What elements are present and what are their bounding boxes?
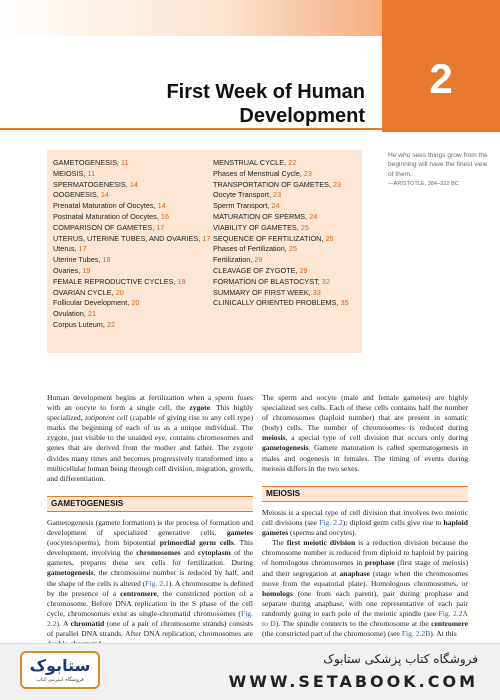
meiosis-paragraph-1: Meiosis is a special type of cell division that involves two meiotic cell divisions (see Fig. 2.2); diploid germ cells give rise to haploid gametes (sperms and oocytes). bbox=[262, 508, 468, 538]
outline-item-label: Sperm Transport, bbox=[213, 201, 272, 211]
outline-item-page: 24 bbox=[309, 211, 318, 221]
outline-item-label: Phases of Menstrual Cycle, bbox=[213, 168, 304, 178]
outline-item[interactable] bbox=[213, 169, 363, 180]
outline-item-page: 11 bbox=[87, 168, 96, 178]
outline-item-page: 14 bbox=[129, 179, 138, 189]
outline-item-label: MATURATION OF SPERMS, bbox=[213, 211, 310, 221]
outline-item-label: Uterine Tubes, bbox=[53, 255, 103, 265]
outline-item-label: CLINICALLY ORIENTED PROBLEMS, bbox=[213, 298, 341, 308]
outline-item[interactable] bbox=[213, 277, 363, 288]
outline-item-page: 25 bbox=[288, 244, 297, 254]
outline-item-page: 23 bbox=[273, 190, 282, 200]
outline-item-page: 33 bbox=[312, 287, 321, 297]
outline-item-label: OOGENESIS, bbox=[53, 190, 101, 200]
outline-item-page: 23 bbox=[333, 179, 342, 189]
outline-item-label: Ovulation, bbox=[53, 309, 88, 319]
outline-item-label: UTERUS, UTERINE TUBES, AND OVARIES, bbox=[53, 233, 203, 243]
outline-column-right bbox=[213, 158, 363, 309]
outline-item-label: SUMMARY OF FIRST WEEK, bbox=[213, 287, 313, 297]
outline-item[interactable] bbox=[53, 212, 213, 223]
outline-item[interactable] bbox=[213, 244, 363, 255]
outline-item-label: Phases of Fertilization, bbox=[213, 244, 289, 254]
outline-item-label: Uterus, bbox=[53, 244, 79, 254]
outline-item-label: SEQUENCE OF FERTILIZATION, bbox=[213, 233, 326, 243]
outline-item-page: 22 bbox=[106, 319, 116, 329]
outline-item-label: SPERMATOGENESIS, bbox=[53, 179, 130, 189]
outline-item-label: VIABILITY OF GAMETES, bbox=[213, 222, 301, 232]
outline-item[interactable] bbox=[53, 288, 213, 299]
outline-item[interactable] bbox=[53, 190, 213, 201]
meiosis-paragraphs bbox=[262, 508, 468, 639]
outline-item-page: 20 bbox=[131, 298, 140, 308]
chapter-outline bbox=[47, 150, 362, 353]
outline-item-page: 17 bbox=[202, 233, 211, 243]
outline-item[interactable] bbox=[213, 223, 363, 234]
outline-item-page: 23 bbox=[303, 168, 312, 178]
meiosis-paragraph-2: The first meiotic division is a reduction division because the chromosome number is reduced from diploid to haploid by pairing of homologous chromosomes in prophase (first stage of meiosis) and their segregation at anaphase (stage when the chromosomes move from the equatorial plate). Homologous chromosomes, or homologs (one from each parent), pair during prophase and separate during anaphase, with one representative of each pair randomly going to each pole of the meiotic spindle (see Fig. 2.2A to D). The spindle connects to the chromosome at the centromere (the constricted part of the chromosome) (see Fig. 2.2B). At this bbox=[262, 538, 469, 639]
outline-item[interactable] bbox=[213, 201, 363, 212]
outline-item-label: FEMALE REPRODUCTIVE CYCLES, bbox=[53, 276, 178, 286]
outline-item[interactable] bbox=[213, 288, 363, 299]
outline-item-label: Oocyte Transport, bbox=[213, 190, 274, 200]
epigraph bbox=[388, 151, 488, 190]
outline-item[interactable] bbox=[53, 223, 213, 234]
outline-item-page: 19 bbox=[177, 276, 186, 286]
outline-item-label: FORMATION OF BLASTOCYST, bbox=[213, 276, 322, 286]
outline-item[interactable] bbox=[53, 158, 213, 169]
outline-item-label: OVARIAN CYCLE, bbox=[53, 287, 116, 297]
outline-item-label: CLEAVAGE OF ZYGOTE, bbox=[213, 265, 300, 275]
outline-item-label: MENSTRUAL CYCLE, bbox=[213, 158, 289, 167]
section-heading-meiosis: MEIOSIS bbox=[262, 486, 468, 502]
outline-item-label: MEIOSIS, bbox=[53, 168, 88, 178]
outline-item-page: 25 bbox=[325, 233, 334, 243]
watermark-title: فروشگاه کتاب پزشکی ستابوک bbox=[323, 652, 478, 666]
epigraph-attribution: —ARISTOTLE, 384–322 BC bbox=[388, 181, 459, 188]
outline-item[interactable] bbox=[53, 169, 213, 180]
chapter-title-line2: Development bbox=[239, 105, 365, 127]
outline-item-page: 11 bbox=[120, 158, 129, 167]
outline-item-page: 20 bbox=[115, 287, 124, 297]
outline-item-label: TRANSPORTATION OF GAMETES, bbox=[213, 179, 334, 189]
outline-item[interactable] bbox=[213, 234, 363, 245]
outline-item-page: 35 bbox=[340, 298, 349, 308]
outline-item[interactable] bbox=[53, 266, 213, 277]
watermark-url[interactable]: WWW.SETABOOK.COM bbox=[228, 672, 478, 691]
outline-item-label: Postnatal Maturation of Oocytes, bbox=[53, 211, 161, 221]
outline-item[interactable] bbox=[213, 158, 363, 169]
outline-item-label: GAMETOGENESIS, bbox=[53, 158, 121, 167]
outline-item-page: 14 bbox=[100, 190, 109, 200]
intro-paragraph: Human development begins at fertilization when a sperm fuses with an oocyte to form a single cell, the zygote. This highly specialized, totipotent cell (capable of giving rise to any cell type) marks the beginning of each of us as a unique individual. The zygote, just visible to the unaided eye, contains chromosomes and genes that are derived from the mother and father. The zygote divides many times and becomes progressively transformed into a multicellular human being through cell division, migration, growth, and differentiation. bbox=[47, 393, 254, 483]
outline-item[interactable] bbox=[213, 212, 363, 223]
gametes-paragraph: The sperm and oocyte (male and female gametes) are highly specialized sex cells. Each of these cells contains half the number of chromosomes (haploid number) that are present in somatic (body) cells. The number of chromosomes is reduced during meiosis, a special type of cell division that occurs only during gametogenesis. Gamete maturation is called spermatogenesis in males and oogenesis in females. The timing of events during meiosis differs in the two sexes. bbox=[262, 393, 468, 473]
outline-item-page: 24 bbox=[271, 201, 280, 211]
epigraph-text: He who sees things grow from the beginning will have the finest view of them. bbox=[388, 152, 488, 178]
outline-item[interactable] bbox=[213, 298, 363, 309]
section-heading-gametogenesis: GAMETOGENESIS bbox=[47, 496, 253, 512]
chapter-title bbox=[166, 80, 365, 128]
outline-item[interactable] bbox=[53, 201, 213, 212]
outline-item-page: 25 bbox=[300, 222, 309, 232]
outline-item-page: 29 bbox=[254, 255, 263, 265]
outline-item-label: Follicular Development, bbox=[53, 298, 132, 308]
outline-item[interactable] bbox=[53, 255, 213, 266]
outline-item-page: 21 bbox=[87, 309, 97, 319]
chapter-title-line1: First Week of Human bbox=[166, 81, 365, 103]
outline-item-label: Fertilization, bbox=[213, 255, 255, 265]
outline-item-page: 32 bbox=[321, 276, 330, 286]
outline-item-label: Ovaries, bbox=[53, 265, 83, 275]
gametogenesis-paragraph: Gametogenesis (gamete formation) is the process of formation and development of specialized generative cells, gametes (oocytes/sperms), from bipotential primordial germ cells. This development, involving the chromosomes and cytoplasm of the gametes, prepares these sex cells for fertilization. During gametogenesis, the chromosome number is reduced by half, and the shape of the cells is altered (Fig. 2.1). A chromosome is defined by the presence of a centromere, the constricted portion of a chromosome. Before DNA replication in the S phase of the cell cycle, chromosomes exist as single-chromatid chromosomes (Fig. 2.2). A chromatid (one of a pair of chromosome strands) consists of parallel DNA strands. After DNA replication, chromosomes are bbox=[47, 518, 254, 639]
outline-item[interactable] bbox=[53, 234, 213, 245]
setabook-logo-subtitle: فروشگاه اینترنتی کتاب bbox=[36, 677, 84, 683]
outline-item[interactable] bbox=[213, 266, 363, 277]
outline-item-page: 14 bbox=[157, 201, 166, 211]
outline-item[interactable] bbox=[53, 277, 213, 288]
outline-item[interactable] bbox=[53, 244, 213, 255]
outline-item-page: 29 bbox=[299, 265, 308, 275]
outline-item[interactable] bbox=[53, 309, 213, 320]
outline-item-label: Prenatal Maturation of Oocytes, bbox=[53, 201, 158, 211]
outline-item-label: Corpus Luteum, bbox=[53, 319, 107, 329]
outline-item[interactable] bbox=[213, 190, 363, 201]
outline-item-page: 19 bbox=[82, 265, 91, 275]
outline-item-page: 18 bbox=[102, 255, 111, 265]
outline-item[interactable] bbox=[53, 180, 213, 191]
outline-item[interactable] bbox=[213, 180, 363, 191]
outline-item-page: 22 bbox=[288, 158, 297, 167]
outline-item-label: COMPARISON OF GAMETES, bbox=[53, 222, 157, 232]
outline-item-page: 17 bbox=[156, 222, 165, 232]
outline-item-page: 17 bbox=[78, 244, 87, 254]
outline-item[interactable] bbox=[53, 298, 213, 309]
title-rule bbox=[0, 128, 382, 130]
chapter-number: 2 bbox=[429, 55, 453, 102]
outline-item[interactable] bbox=[213, 255, 363, 266]
outline-item[interactable] bbox=[53, 320, 213, 331]
setabook-logo-text: ستابوک bbox=[29, 656, 91, 675]
outline-item-page: 16 bbox=[160, 211, 170, 221]
outline-column-left bbox=[53, 158, 213, 331]
